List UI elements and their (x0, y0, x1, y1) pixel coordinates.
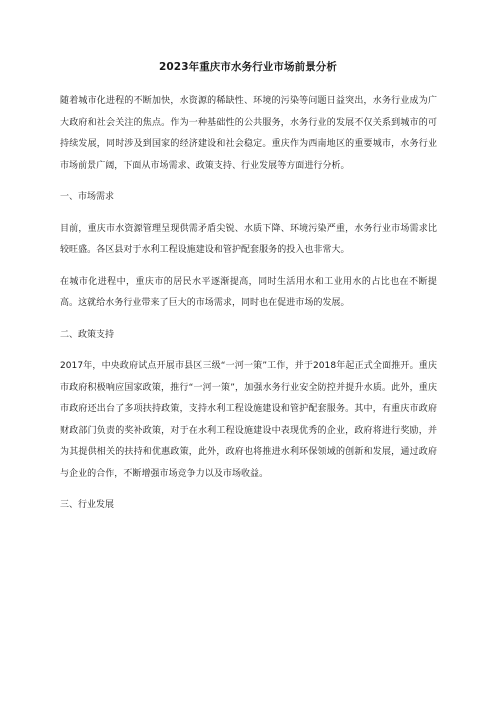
market-demand-paragraph-1: 目前，重庆市水资源管理呈现供需矛盾尖锐、水质下降、环境污染严重，水务行业市场需求比较旺盛。各区县对于水利工程设施建设和管护配套服务的投入也非常大。 (60, 223, 437, 255)
document-body (60, 91, 437, 517)
document-title: 2023年重庆市水务行业市场前景分析 (158, 61, 338, 73)
market-demand-paragraph-2: 在城市化进程中，重庆市的居民水平逐渐提高，同时生活用水和工业用水的占比也在不断提高。这就给水务行业带来了巨大的市场需求，同时也在促进市场的发展。 (60, 276, 437, 308)
policy-support-paragraph-1: 2017年，中央政府试点开展市县区三级“一河一策”工作，并于2018年起正式全面推开。重庆市政府积极响应国家政策，推行“一河一策”，加强水务行业安全防控并提升水质。此外，重庆市政府还出台了多项扶持政策，支持水利工程设施建设和管护配套服务。其中，有重庆市政府财政部门负责的奖补政策，对于在水利工程设施建设中表现优秀的企业，政府将进行奖励，并为其提供相关的扶持和优惠政策，此外，政府也将推进水利环保领域的创新和发展，通过政府与企业的合作，不断增强市场竞争力以及市场收益。 (60, 361, 437, 479)
section-heading-industry-development: 三、行业发展 (60, 500, 115, 510)
intro-paragraph: 随着城市化进程的不断加快，水资源的稀缺性、环境的污染等问题日益突出，水务行业成为广大政府和社会关注的焦点。作为一种基础性的公共服务，水务行业的发展不仅关系到城市的可持续发展，同时涉及到国家的经济建设和社会稳定。重庆作为西南地区的重要城市，水务行业市场前景广阔，下面从市场需求、政策支持、行业发展等方面进行分析。 (60, 96, 437, 171)
section-heading-policy-support: 二、政策支持 (60, 329, 115, 340)
section-heading-market-demand: 一、市场需求 (60, 192, 115, 202)
